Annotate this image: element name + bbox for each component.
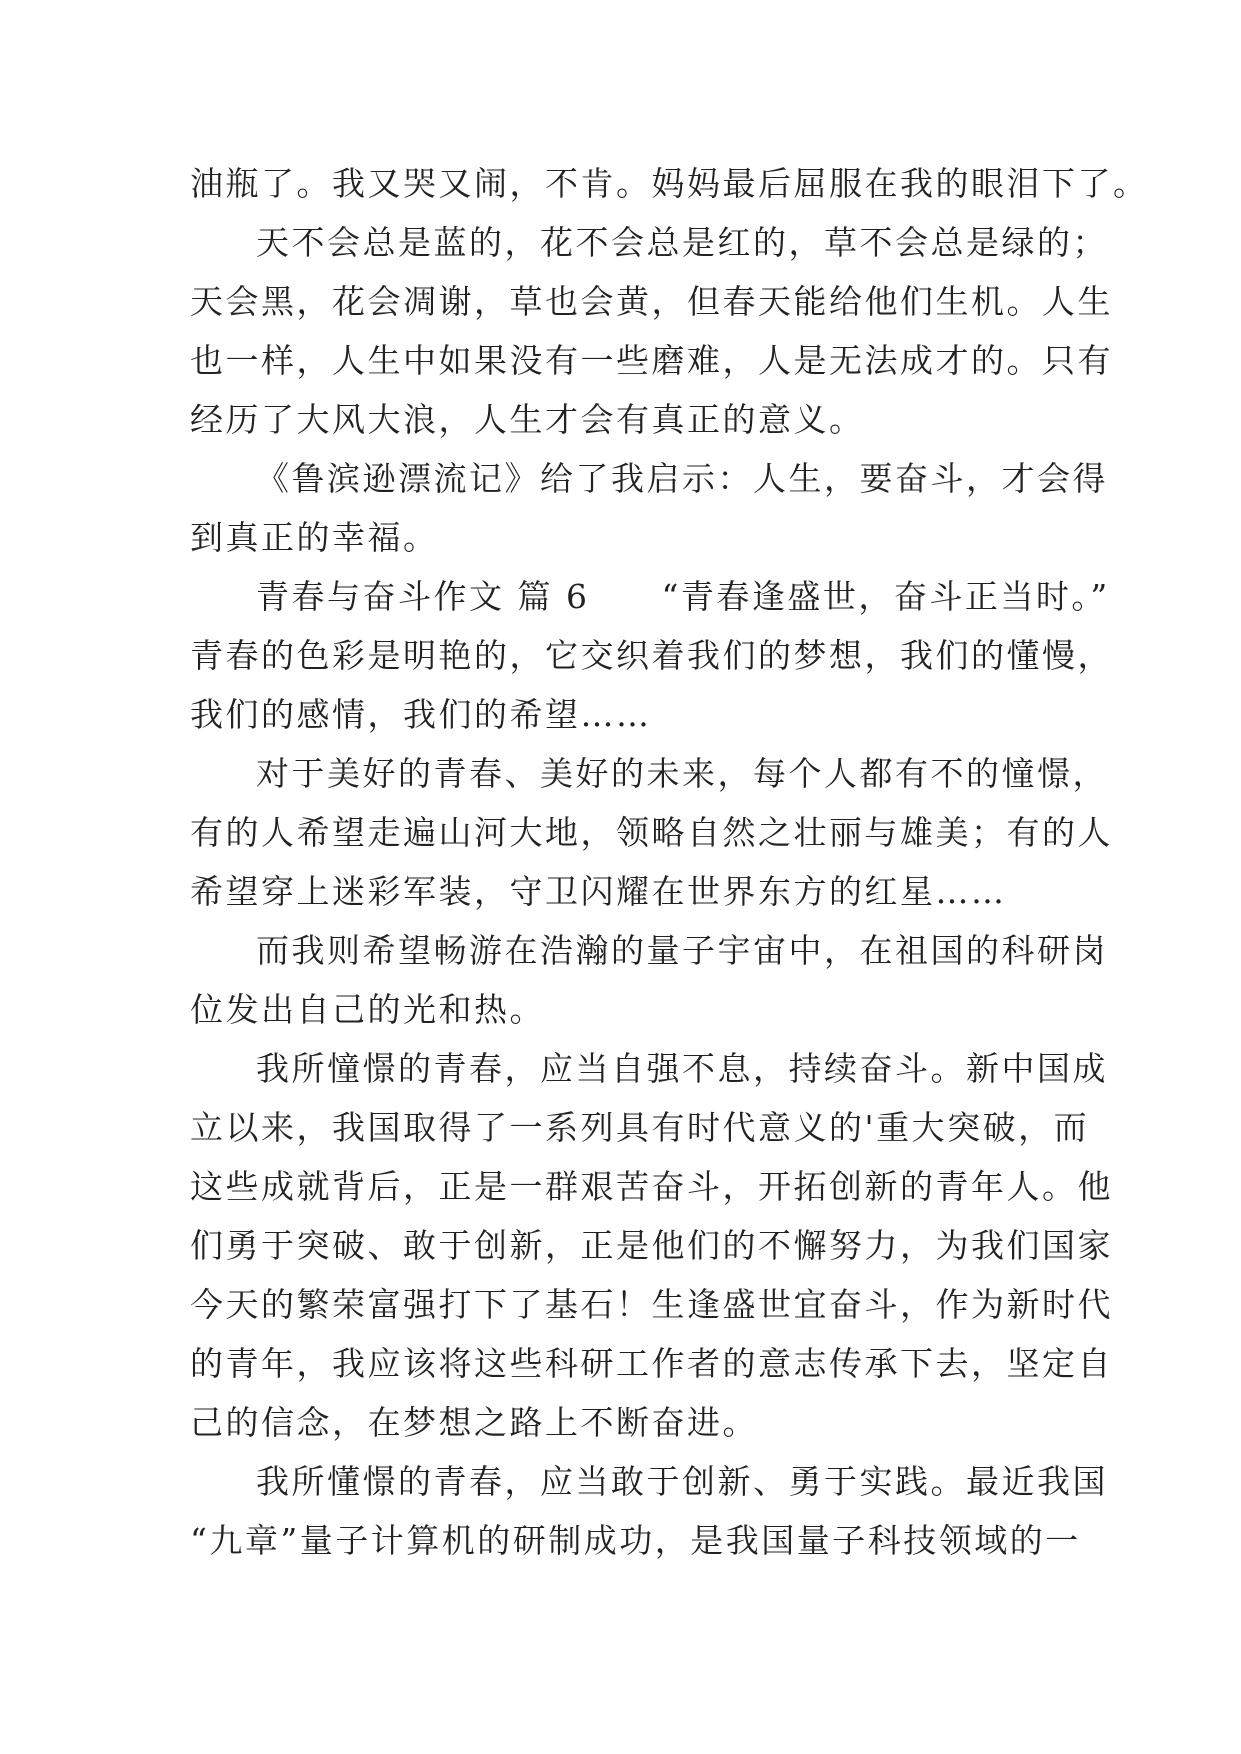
text-line: 到真正的幸福。 [190, 518, 439, 557]
section-heading: 青春与奋斗作文 篇 6 [256, 577, 590, 616]
text-line: 立以来，我国取得了一系列具有时代意义的'重大突破，而 [190, 1108, 1090, 1147]
text-line: 己的信念，在梦想之路上不断奋进。 [190, 1403, 758, 1442]
text-line: 我所憧憬的青春，应当自强不息，持续奋斗。新中国成 [256, 1049, 1108, 1088]
text-line: 我们的感情，我们的希望…… [190, 695, 652, 734]
text-line: 经历了大风大浪，人生才会有真正的意义。 [190, 400, 865, 439]
text-line: 这些成就背后，正是一群艰苦奋斗，开拓创新的青年人。他 [190, 1167, 1113, 1206]
text-line: 青春的色彩是明艳的，它交织着我们的梦想，我们的懂慢， [190, 636, 1113, 675]
text-line: 位发出自己的光和热。 [190, 990, 545, 1029]
text-line: 《鲁滨逊漂流记》给了我启示：人生，要奋斗，才会得 [256, 459, 1108, 498]
text-line: 而我则希望畅游在浩瀚的量子宇宙中，在祖国的科研岗 [256, 931, 1108, 970]
text-line: 我所懂憬的青春，应当敢于创新、勇于实践。最近我国 [256, 1462, 1108, 1501]
section-heading-line [190, 567, 1110, 626]
text-line: 对于美好的青春、美好的未来，每个人都有不的憧憬， [256, 754, 1108, 793]
text-line: 也一样，人生中如果没有一些磨难，人是无法成才的。只有 [190, 341, 1113, 380]
text-line: 今天的繁荣富强打下了基石！生逢盛世宜奋斗，作为新时代 [190, 1285, 1113, 1324]
document-body [190, 154, 1149, 1570]
text-line: “九章”量子计算机的研制成功，是我国量子科技领域的一 [190, 1521, 1081, 1560]
text-line: 油瓶了。我又哭又闹，不肯。妈妈最后屈服在我的眼泪下了。 [190, 164, 1149, 203]
text-line: 天不会总是蓝的，花不会总是红的，草不会总是绿的； [256, 223, 1108, 262]
text-line: 们勇于突破、敢于创新，正是他们的不懈努力，为我们国家 [190, 1226, 1113, 1265]
opening-quote: “青春逢盛世，奋斗正当时。” [661, 577, 1110, 616]
text-line: 天会黑，花会凋谢，草也会黄，但春天能给他们生机。人生 [190, 282, 1113, 321]
text-line: 有的人希望走遍山河大地，领略自然之壮丽与雄美；有的人 [190, 813, 1113, 852]
text-line: 的青年，我应该将这些科研工作者的意志传承下去，坚定自 [190, 1344, 1113, 1383]
text-line: 希望穿上迷彩军装，守卫闪耀在世界东方的红星…… [190, 872, 1007, 911]
